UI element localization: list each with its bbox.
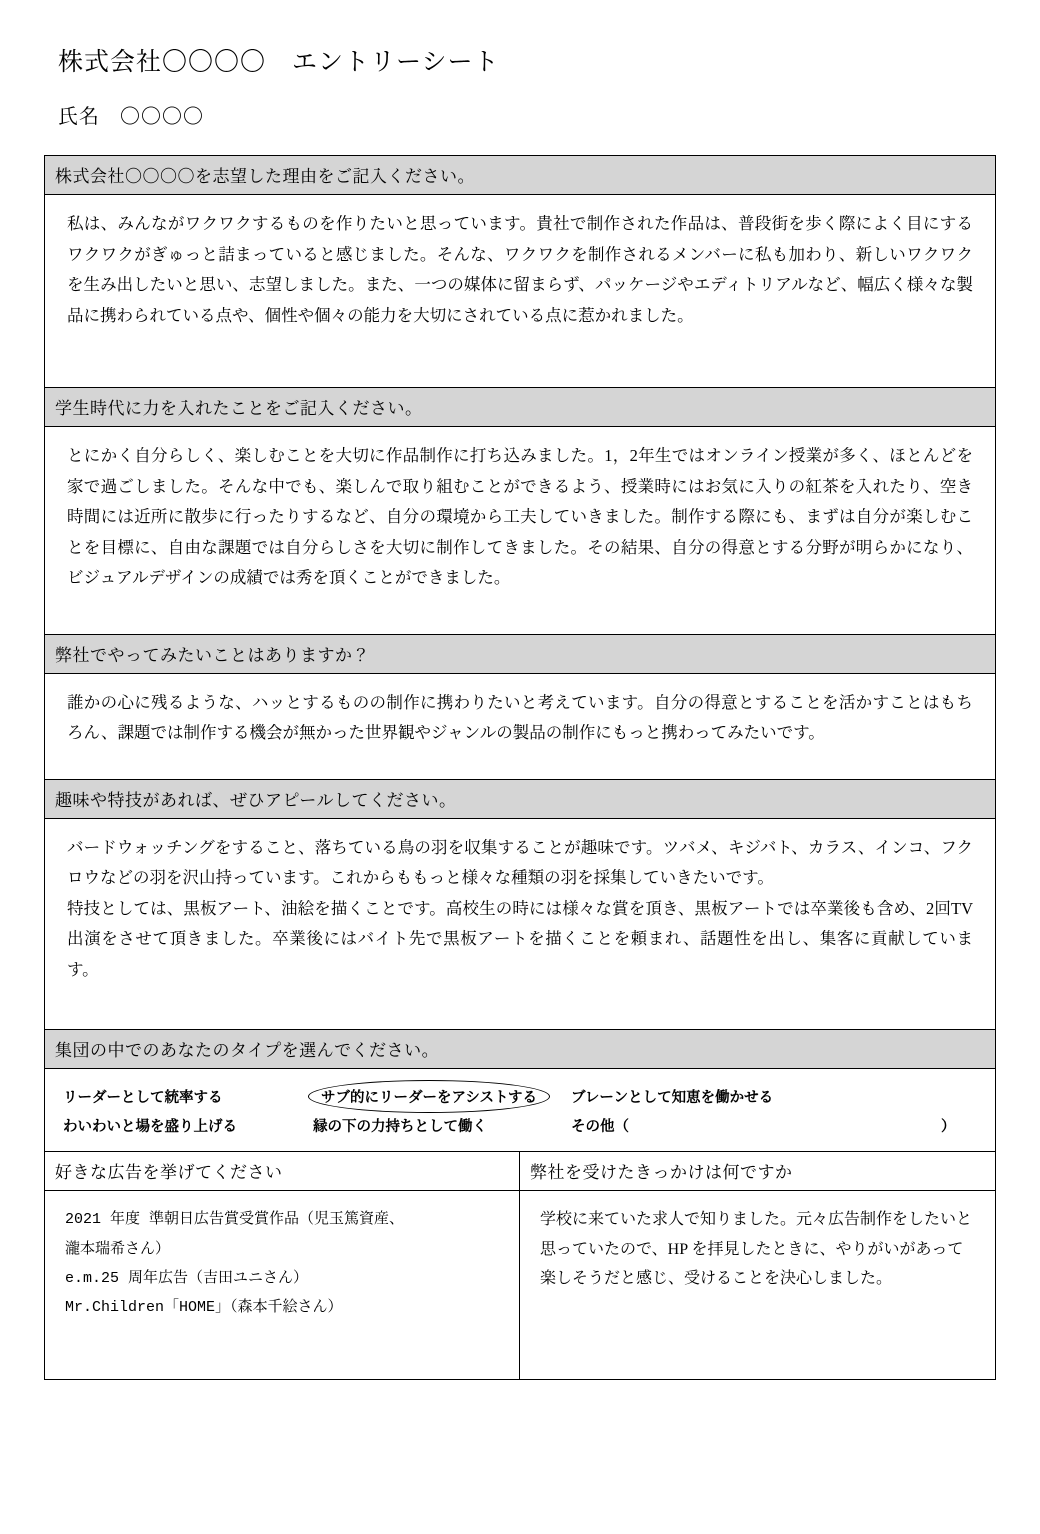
reason-applied-answer <box>520 1191 995 1379</box>
group-type-row-1 <box>45 1081 995 1112</box>
reason-applied-cell <box>520 1152 995 1379</box>
favorite-ads-cell <box>45 1152 520 1379</box>
name-row <box>58 100 996 129</box>
answer-hobby-text-2: 特技としては、黒板アート、油絵を描くことです。高校生の時には様々な賞を頂き、黒板アートでは卒業後も含め、2回TV出演をさせて頂きました。卒業後にはバイト先で黒板アートを描くことを頼まれ、話題性を出し、集客に貢献しています。 <box>67 898 973 979</box>
answer-student-life-text: とにかく自分らしく、楽しむことを大切に作品制作に打ち込みました。1，2年生ではオンライン授業が多く、ほとんどを家で過ごしました。そんな中でも、楽しんで取り組むことができるよう、授業時にはお気に入りの紅茶を入れたり、空き時間には近所に散歩に行ったりするなど、自分の環境から工夫していきました。制作する際にも、まずは自分が楽しむことを目標に、自由な課題では自分らしさを大切に制作してきました。その結果、自分の得意とする分野が明らかになり、ビジュアルデザインの成績では秀を頂くことができました。 <box>67 446 974 588</box>
group-type-row-2 <box>45 1112 995 1139</box>
page-title <box>58 42 996 78</box>
favorite-ads-line-4: Mr.Children「HOME」（森本千絵さん） <box>65 1299 343 1316</box>
answer-hobby-text-1: バードウォッチングをすること、落ちている鳥の羽を収集することが趣味です。ツバメ、キジバト、カラス、インコ、フクロウなどの羽を沢山持っています。これからももっと様々な種類の羽を採集していきたいです。 <box>67 837 973 888</box>
option-supporter[interactable] <box>313 1115 571 1136</box>
question-header-motivation: 株式会社〇〇〇〇を志望した理由をご記入ください。 <box>45 156 995 195</box>
title-company: 株式会社〇〇〇〇 <box>58 49 267 76</box>
reason-applied-header: 弊社を受けたきっかけは何ですか <box>520 1152 995 1191</box>
option-energizer-label: わいわいと場を盛り上げる <box>63 1119 237 1136</box>
question-header-hobby: 趣味や特技があれば、ぜひアピールしてください。 <box>45 780 995 819</box>
answer-motivation-text: 私は、みんながワクワクするものを作りたいと思っています。貴社で制作された作品は、普段街を歩く際によく目にするワクワクがぎゅっと詰まっていると感じました。そんな、ワクワクを制作されるメンバーに私も加わり、新しいワクワクを生み出したいと思い、志望しました。また、一つの媒体に留まらず、パッケージやエディトリアルなど、幅広く様々な製品に携わられている点や、個性や個々の能力を大切にされている点に惹かれました。 <box>67 214 973 325</box>
favorite-ads-line-3: e.m.25 周年広告（吉田ユニさん） <box>65 1269 309 1287</box>
option-other[interactable] <box>571 1115 956 1136</box>
question-header-what-to-do: 弊社でやってみたいことはありますか？ <box>45 635 995 674</box>
answer-what-to-do-text: 誰かの心に残るような、ハッとするものの制作に携わりたいと考えています。自分の得意とすることを活かすことはもちろん、課題では制作する機会が無かった世界観やジャンルの製品の制作にもっと携わってみたいです。 <box>67 692 973 743</box>
option-other-label: その他（ <box>571 1119 629 1136</box>
name-value: 〇〇〇〇 <box>120 106 204 128</box>
option-leader-label: リーダーとして統率する <box>63 1090 223 1107</box>
question-header-student-life: 学生時代に力を入れたことをご記入ください。 <box>45 388 995 427</box>
option-energizer[interactable] <box>63 1115 313 1136</box>
name-label: 氏名 <box>58 106 100 128</box>
favorite-ads-answer <box>45 1191 519 1379</box>
option-assistant-label: サブ的にリーダーをアシストする <box>313 1084 545 1109</box>
option-leader[interactable] <box>63 1086 313 1107</box>
question-header-group-type: 集団の中でのあなたのタイプを選んでください。 <box>45 1030 995 1069</box>
option-assistant[interactable] <box>313 1084 571 1109</box>
option-brain-label: ブレーンとして知恵を働かせる <box>571 1090 774 1107</box>
answer-motivation <box>45 195 995 388</box>
favorite-ads-line-1: 2021 年度 準朝日広告賞受賞作品（児玉篤資産、 <box>65 1211 405 1229</box>
answer-what-to-do <box>45 674 995 780</box>
option-other-close-paren: ） <box>941 1119 956 1136</box>
answers-table <box>44 155 996 1380</box>
favorite-ads-header: 好きな広告を挙げてください <box>45 1152 519 1191</box>
group-type-options <box>45 1069 995 1152</box>
answer-student-life <box>45 427 995 635</box>
reason-applied-text: 学校に来ていた求人で知りました。元々広告制作をしたいと思っていたので、HP を拝見したときに、やりがいがあって楽しそうだと感じ、受けることを決心しました。 <box>540 1211 973 1288</box>
favorite-ads-line-2: 瀧本瑞希さん） <box>65 1240 171 1258</box>
title-sheet: エントリーシート <box>292 49 500 76</box>
answer-hobby <box>45 819 995 1031</box>
option-brain[interactable] <box>571 1086 951 1107</box>
option-supporter-label: 縁の下の力持ちとして働く <box>313 1119 487 1136</box>
bottom-two-column <box>45 1152 995 1380</box>
